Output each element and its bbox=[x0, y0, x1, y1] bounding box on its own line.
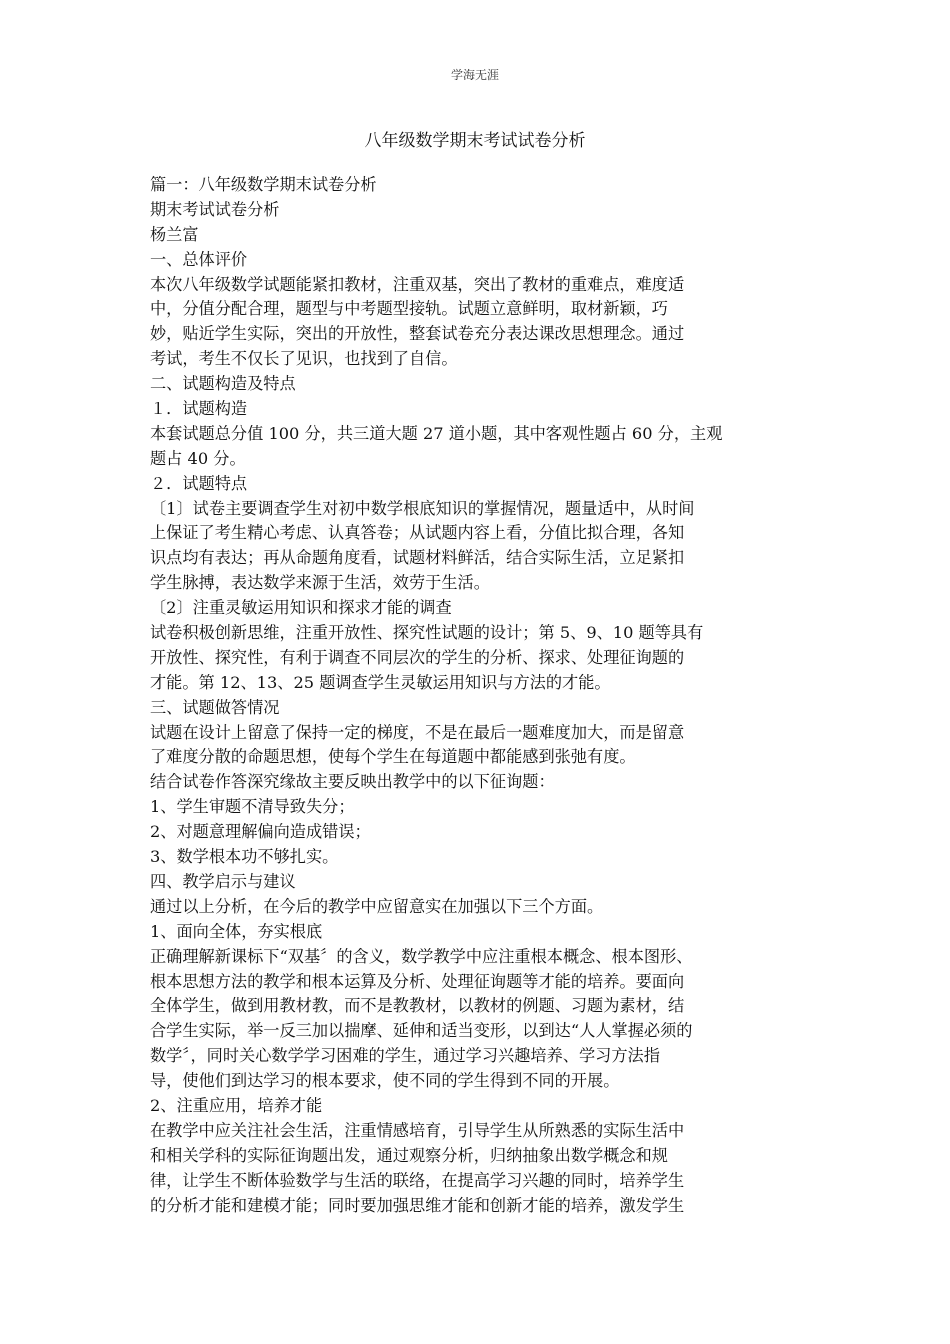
text-line: 上保证了考生精心考虑、认真答卷；从试题内容上看，分值比拟合理，各知 bbox=[150, 523, 685, 543]
text-line: 根本思想方法的教学和根本运算及分析、处理征询题等才能的培养。要面向 bbox=[150, 971, 685, 991]
document-title: 八年级数学期末考试试卷分析 bbox=[364, 131, 586, 151]
text-line: １．试题构造 bbox=[150, 399, 248, 419]
text-line: 正确理解新课标下“双基〞的含义，数学教学中应注重根本概念、根本图形、 bbox=[150, 946, 693, 966]
text-line: 数学〞，同时关心数学学习困难的学生，通过学习兴趣培养、学习方法指 bbox=[150, 1046, 660, 1066]
text-line: 中，分值分配合理，题型与中考题型接轨。试题立意鲜明，取材新颖，巧 bbox=[150, 299, 668, 319]
text-line: 试卷积极创新思维，注重开放性、探究性试题的设计；第 5、9、10 题等具有 bbox=[150, 623, 704, 643]
text-line: 二、试题构造及特点 bbox=[150, 374, 296, 394]
text-line: 学生脉搏，表达数学来源于生活，效劳于生活。 bbox=[150, 573, 490, 593]
text-line: 和相关学科的实际征询题出发，通过观察分析，归纳抽象出数学概念和规 bbox=[150, 1145, 668, 1165]
text-line: 〔2〕注重灵敏运用知识和探求才能的调查 bbox=[150, 598, 452, 618]
text-line: 1、学生审题不清导致失分； bbox=[150, 797, 355, 817]
text-line: 一、总体评价 bbox=[150, 249, 248, 269]
text-line: 的分析才能和建模才能；同时要加强思维才能和创新才能的培养，激发学生 bbox=[150, 1195, 685, 1215]
text-line: ２．试题特点 bbox=[150, 473, 248, 493]
document-body bbox=[150, 173, 800, 1218]
text-line: 本套试题总分值 100 分，共三道大题 27 道小题，其中客观性题占 60 分，主观 bbox=[150, 423, 723, 443]
text-line: 〔1〕试卷主要调查学生对初中数学根底知识的掌握情况，题量适中，从时间 bbox=[150, 498, 695, 518]
text-line: 识点均有表达；再从命题角度看，试题材料鲜活，结合实际生活，立足紧扣 bbox=[150, 548, 685, 568]
text-line: 三、试题做答情况 bbox=[150, 697, 280, 717]
text-line: 了难度分散的命题思想，使每个学生在每道题中都能感到张弛有度。 bbox=[150, 747, 636, 767]
text-line: 律，让学生不断体验数学与生活的联络，在提高学习兴趣的同时，培养学生 bbox=[150, 1170, 685, 1190]
text-line: 本次八年级数学试题能紧扣教材，注重双基，突出了教材的重难点，难度适 bbox=[150, 274, 685, 294]
text-line: 合学生实际，举一反三加以揣摩、延伸和适当变形，以到达“人人掌握必须的 bbox=[150, 1021, 693, 1041]
text-line: 杨兰富 bbox=[150, 224, 199, 244]
text-line: 结合试卷作答深究缘故主要反映出教学中的以下征询题： bbox=[150, 772, 555, 792]
text-line: 试题在设计上留意了保持一定的梯度，不是在最后一题难度加大，而是留意 bbox=[150, 722, 685, 742]
text-line: 1、面向全体，夯实根底 bbox=[150, 921, 323, 941]
text-line: 3、数学根本功不够扎实。 bbox=[150, 847, 339, 867]
text-line: 期末考试试卷分析 bbox=[150, 199, 280, 219]
page-header: 学海无涯 bbox=[450, 68, 499, 82]
text-line: 2、对题意理解偏向造成错误； bbox=[150, 822, 371, 842]
text-line: 全体学生，做到用教材教，而不是教教材，以教材的例题、习题为素材，结 bbox=[150, 996, 685, 1016]
text-line: 开放性、探究性，有利于调查不同层次的学生的分析、探求、处理征询题的 bbox=[150, 647, 685, 667]
text-line: 在教学中应关注社会生活，注重情感培育，引导学生从所熟悉的实际生活中 bbox=[150, 1120, 685, 1140]
text-line: 四、教学启示与建议 bbox=[150, 871, 296, 891]
text-line: 通过以上分析，在今后的教学中应留意实在加强以下三个方面。 bbox=[150, 896, 604, 916]
text-line: 篇一：八年级数学期末试卷分析 bbox=[150, 175, 377, 194]
text-line: 才能。第 12、13、25 题调查学生灵敏运用知识与方法的才能。 bbox=[150, 672, 611, 692]
text-line: 2、注重应用，培养才能 bbox=[150, 1095, 323, 1115]
text-line: 考试，考生不仅长了见识，也找到了自信。 bbox=[150, 349, 458, 369]
text-line: 妙，贴近学生实际，突出的开放性，整套试卷充分表达课改思想理念。通过 bbox=[150, 324, 685, 344]
text-line: 题占 40 分。 bbox=[150, 448, 246, 468]
text-line: 导，使他们到达学习的根本要求，使不同的学生得到不同的开展。 bbox=[150, 1071, 620, 1091]
